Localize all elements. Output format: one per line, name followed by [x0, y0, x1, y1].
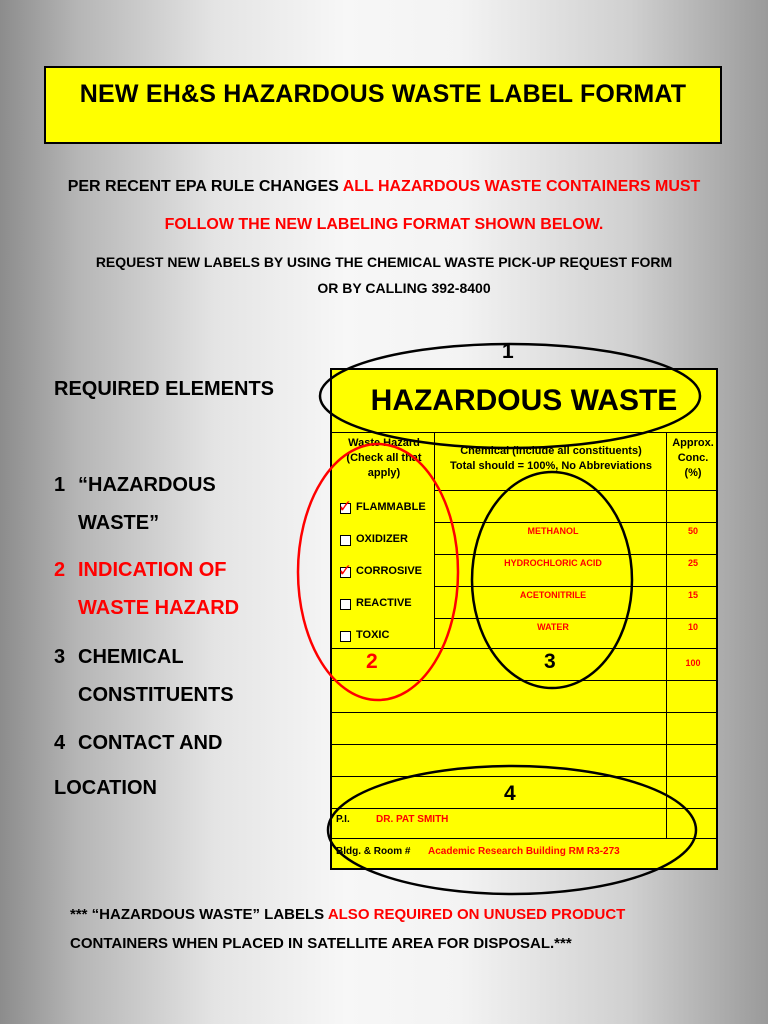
check-mark-icon: ✓ [338, 561, 353, 580]
hazard-label-toxic: TOXIC [356, 629, 390, 641]
marker-3: 3 [544, 650, 556, 673]
chemical-name: HYDROCHLORIC ACID [504, 558, 602, 568]
notice-text: PER RECENT EPA RULE CHANGES [67, 178, 339, 195]
check-mark-icon: ✓ [338, 497, 353, 516]
page-title: NEW EH&S HAZARDOUS WASTE LABEL FORMAT [79, 79, 687, 108]
hazard-label-corrosive: CORROSIVE [356, 565, 423, 577]
item-2-line-1: INDICATION OF [78, 559, 227, 581]
item-1-line-2: WASTE” [78, 512, 160, 534]
chemical-name: METHANOL [527, 526, 579, 536]
item-number: 3 [54, 646, 66, 668]
notice-line-4: OR BY CALLING 392-8400 [317, 280, 491, 296]
header-waste-hazard: Waste Hazard (Check all that apply) [346, 437, 422, 479]
item-number: 2 [54, 559, 66, 581]
hazard-label-flammable: FLAMMABLE [356, 501, 426, 513]
item-4-line-2: LOCATION [54, 777, 157, 799]
ellipse-hazards [298, 444, 458, 700]
chemical-conc: 15 [687, 590, 698, 600]
room-value: Academic Research Building RM R3-273 [428, 846, 620, 857]
footer-line-2: CONTAINERS WHEN PLACED IN SATELLITE AREA FOR DISPOSAL.*** [70, 935, 572, 952]
header-chemical-line-1: Chemical (include all constituents) [460, 445, 642, 457]
chemical-conc: 50 [687, 526, 698, 536]
room-label: Bldg. & Room # [336, 846, 411, 857]
item-number: 1 [54, 474, 66, 496]
chemical-name: ACETONITRILE [519, 590, 587, 600]
marker-4: 4 [504, 782, 516, 805]
footer-emphasis: ALSO REQUIRED ON UNUSED PRODUCT [327, 906, 626, 923]
chemical-conc: 10 [687, 622, 698, 632]
item-4-line-1: CONTACT AND [78, 732, 223, 754]
required-heading: REQUIRED ELEMENTS [54, 378, 275, 400]
chemical-conc: 25 [687, 558, 698, 568]
header-chemical-line-2: Total should = 100%, No Abbreviations [449, 460, 652, 472]
item-2-line-2: WASTE HAZARD [78, 597, 240, 619]
item-3-line-2: CONSTITUENTS [78, 684, 234, 706]
footer-text: *** “HAZARDOUS WASTE” LABELS [70, 906, 325, 923]
chemical-name: WATER [537, 622, 569, 632]
item-1-line-1: “HAZARDOUS [78, 474, 216, 496]
pi-value: DR. PAT SMITH [376, 814, 449, 825]
notice-line-3: REQUEST NEW LABELS BY USING THE CHEMICAL WASTE PICK-UP REQUEST FORM [95, 254, 673, 270]
hazard-label-reactive: REACTIVE [356, 597, 412, 609]
label-title: HAZARDOUS WASTE [370, 384, 678, 417]
notice-line-2: FOLLOW THE NEW LABELING FORMAT SHOWN BELOW. [164, 216, 604, 233]
header-concentration: Approx. Conc. (%) [672, 437, 714, 479]
item-number: 4 [54, 732, 66, 754]
hazard-label-oxidizer: OXIDIZER [356, 533, 408, 545]
item-3-line-1: CHEMICAL [78, 646, 184, 668]
marker-2: 2 [366, 650, 378, 673]
total-concentration: 100 [685, 658, 701, 668]
marker-1: 1 [502, 340, 514, 363]
pi-label: P.I. [336, 814, 350, 825]
footer-line-1 [70, 906, 625, 923]
notice-emphasis: ALL HAZARDOUS WASTE CONTAINERS MUST [342, 178, 701, 195]
